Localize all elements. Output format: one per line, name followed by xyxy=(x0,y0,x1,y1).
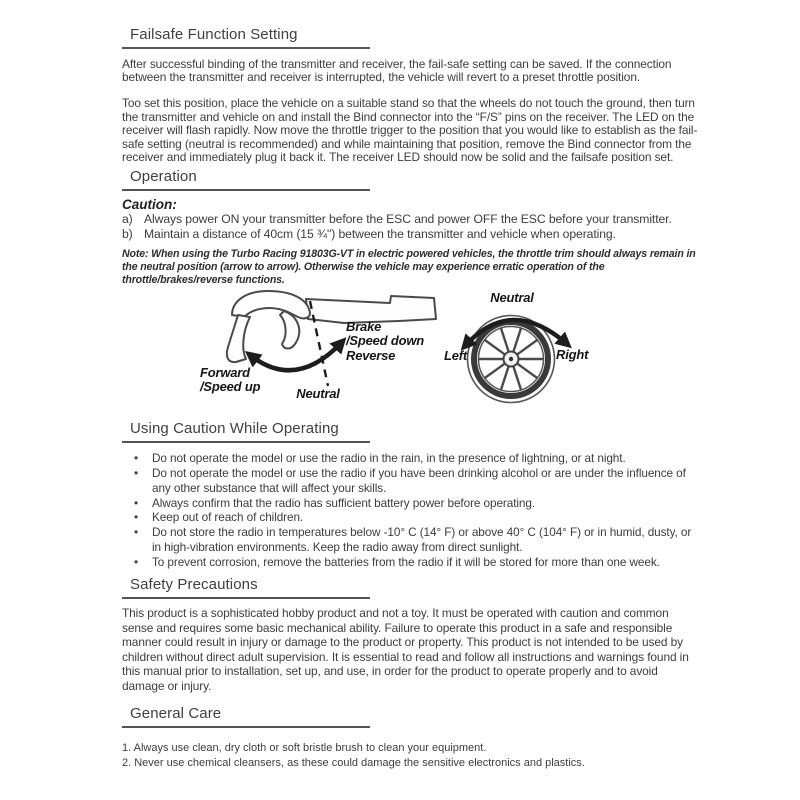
list-item: • To prevent corrosion, remove the batteries from the radio if it will be stored for more than one week. xyxy=(122,555,700,570)
label-wheel-neutral: Neutral xyxy=(490,289,534,305)
operation-heading: Operation xyxy=(122,168,370,191)
failsafe-paragraph-1: After successful binding of the transmitter and receiver, the fail-safe setting can be saved. If the connection between the transmitter and receiver is interrupted, the vehicle will revert to a preset throttle position. xyxy=(122,57,672,85)
safety-heading: Safety Precautions xyxy=(122,576,370,599)
caution-item-b-marker: b) xyxy=(122,227,133,242)
safety-paragraph: This product is a sophisticated hobby product and not a toy. It must be operated with caution and common sense and requires some basic mechanical ability. Failure to operate this product in a safe and responsible manner could result in injury or damage to the product or property. This product is not intended to be used by children without direct adult supervision. It is essential to read and follow all instructions and warnings found in this manual prior to installation, set up, and use, in order for the product to operate properly and to avoid damage or injury. xyxy=(122,606,689,693)
care-item-2: 2. Never use chemical cleansers, as these could damage the sensitive electronics and plastics. xyxy=(122,756,585,769)
section-general-care xyxy=(122,705,692,771)
failsafe-paragraph-2: Too set this position, place the vehicle on a suitable stand so that the wheels do not touch the ground, then turn the transmitter and vehicle on and install the Bind connector into the “F/S” pins on the receiver. The LED on the receiver will flash rapidly. Now move the throttle trigger to the position that you would like to establish as the fail-safe setting (neutral is recommended) and while maintaining that position, remove the Bind connector from the receiver and immediately plug it back it. The receiver LED should now be solid and the failsafe position set. xyxy=(122,96,698,165)
label-trigger-neutral: Neutral xyxy=(296,385,340,401)
failsafe-heading: Failsafe Function Setting xyxy=(122,26,370,49)
label-wheel-left: Left xyxy=(444,347,468,363)
steering-wheel-diagram xyxy=(444,289,599,411)
caution-item-a-text: Always power ON your transmitter before the ESC and power OFF the ESC before your transmitter. xyxy=(144,212,672,227)
throttle-trigger-diagram xyxy=(194,289,469,411)
caution-item-b xyxy=(122,227,712,242)
section-failsafe xyxy=(122,26,698,165)
bullet-marker: • xyxy=(134,510,139,525)
label-wheel-right: Right xyxy=(556,346,589,362)
caution-label: Caution: xyxy=(122,197,177,213)
list-item: • Do not operate the model or use the radio if you have been drinking alcohol or are under the influence of any other substance that will affect your skills. xyxy=(122,466,700,496)
bullet-marker: • xyxy=(134,450,139,465)
care-item-1: 1. Always use clean, dry cloth or soft bristle brush to clean your equipment. xyxy=(122,741,487,754)
list-item: • Do not store the radio in temperatures below -10° C (14° F) or above 40° C (104° F) or in humid, dusty, or in high-vibration environments. Keep the radio away from direct sunlight. xyxy=(122,525,700,555)
operation-diagrams xyxy=(122,289,692,411)
bullet-marker: • xyxy=(134,555,139,570)
caution-item-a xyxy=(122,212,712,227)
using-caution-list xyxy=(122,451,692,570)
bullet-marker: • xyxy=(134,525,139,540)
caution-item-b-text: Maintain a distance of 40cm (15 ¾") between the transmitter and vehicle when operating. xyxy=(144,227,616,242)
general-care-list xyxy=(122,741,692,771)
label-forward-speed-up: Forward /Speed up xyxy=(200,364,261,395)
operation-note: Note: When using the Turbo Racing 91803G-VT in electric powered vehicles, the throttle trim should always remain in the neutral position (arrow to arrow). Otherwise the vehicle may experience erratic operation of the throttle/brakes/reverse functions. xyxy=(122,248,696,287)
bullet-marker: • xyxy=(134,465,139,480)
section-using-caution xyxy=(122,420,692,570)
bullet-marker: • xyxy=(134,495,139,510)
using-caution-heading: Using Caution While Operating xyxy=(122,420,370,443)
list-item: • Always confirm that the radio has sufficient battery power before operating. xyxy=(122,496,700,511)
general-care-heading: General Care xyxy=(122,705,370,728)
label-brake-speed-down-reverse: Brake /Speed down Reverse xyxy=(346,318,424,363)
list-item: • Keep out of reach of children. xyxy=(122,510,700,525)
list-item: • Do not operate the model or use the radio in the rain, in the presence of lightning, or at night. xyxy=(122,451,700,466)
section-operation xyxy=(122,168,696,410)
caution-item-a-marker: a) xyxy=(122,212,133,227)
section-safety-precautions xyxy=(122,576,692,693)
